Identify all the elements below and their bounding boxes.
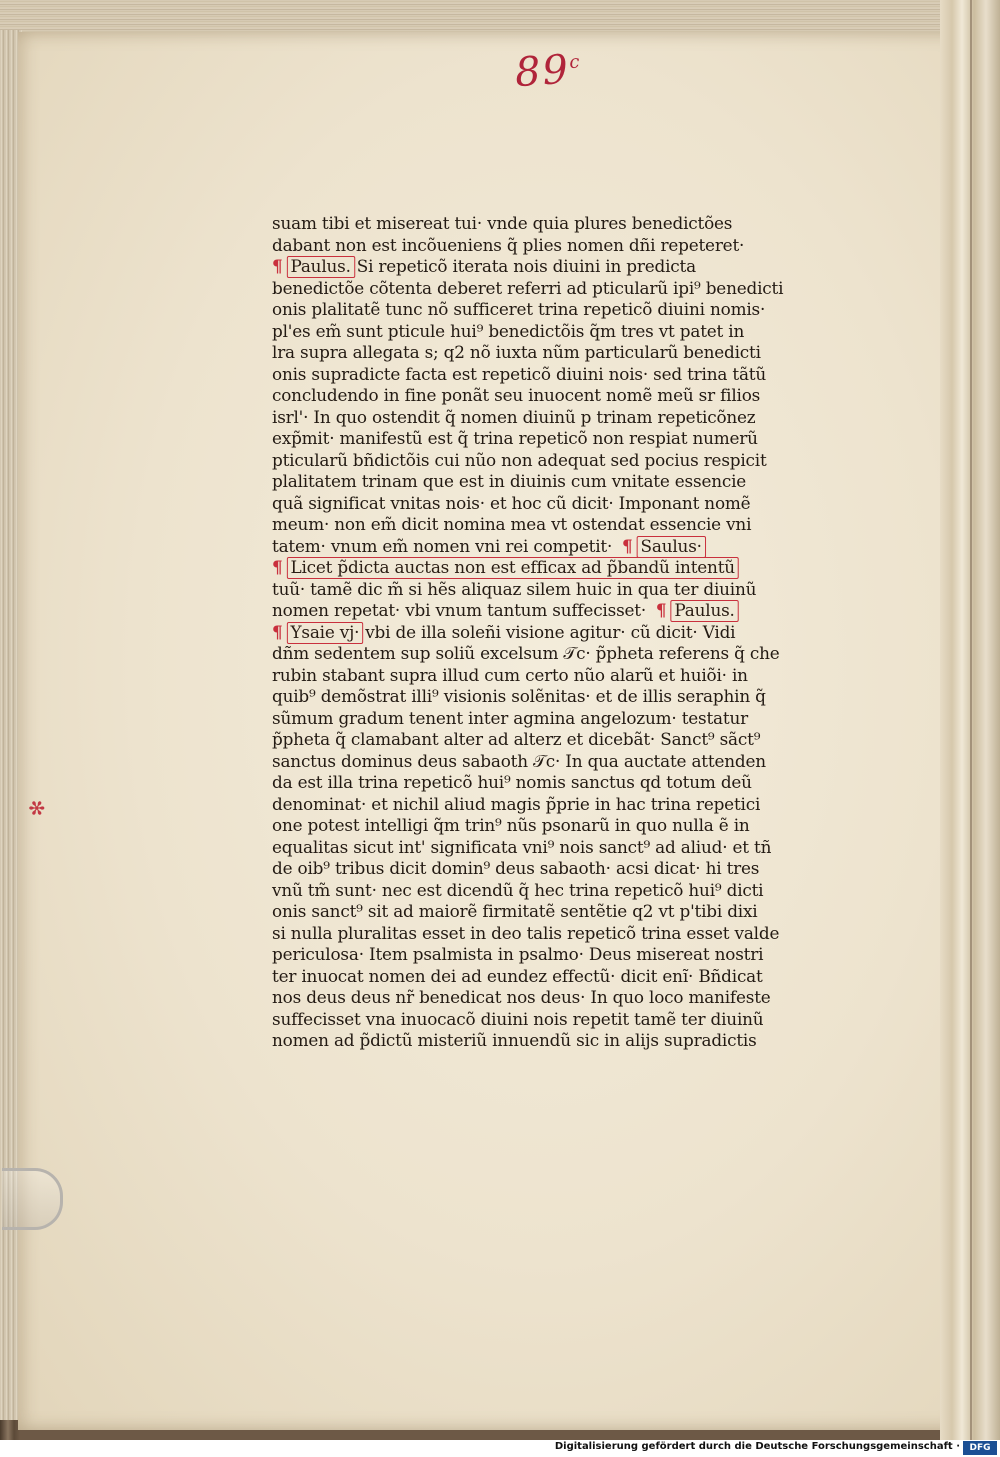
- margin-mark: ✻: [24, 799, 49, 817]
- line-text: exp̃mit· manifestũ est q̃ trina repeticõ non respiat numerũ: [272, 429, 758, 449]
- rubric-label: Licet p̃dicta auctas non est efficax ad p̃bandũ intentũ: [286, 557, 738, 579]
- line-text: equalitas sicut int' significata vni⁹ nois sanct⁹ ad aliud· et tñ: [272, 837, 772, 858]
- text-line: [272, 236, 817, 258]
- line-text: pticularũ bñdictõis cui nũo non adequat sed pocius respicit: [272, 450, 767, 471]
- text-line: [272, 730, 817, 752]
- text-line: [272, 623, 817, 645]
- text-line: [272, 322, 817, 344]
- line-text: concludendo in fine ponãt seu inuocent nomẽ meũ sr filios: [272, 386, 761, 406]
- text-line: [272, 300, 817, 322]
- pilcrow-icon: ¶: [272, 257, 283, 277]
- line-text: sanctus dominus deus sabaoth 𝒯c· In qua auctate attenden: [272, 751, 766, 772]
- text-line: [272, 279, 817, 301]
- footer-credit: Digitalisierung gefördert durch die Deutsche Forschungsgemeinschaft ·: [554, 1441, 960, 1452]
- text-line: [272, 386, 817, 408]
- line-text: sũmum gradum tenent inter agmina angelozum· testatur: [272, 708, 748, 729]
- text-line: [272, 924, 817, 946]
- text-line: [272, 214, 817, 236]
- folio-number: [513, 46, 583, 97]
- text-line: [272, 429, 817, 451]
- text-line: [272, 666, 817, 688]
- text-line: [272, 343, 817, 365]
- page-seam: [970, 0, 972, 1440]
- text-line: [272, 472, 817, 494]
- line-text: meum· non em̃ dicit nomina mea vt ostendat essencie vni: [272, 515, 752, 535]
- line-text: dabant non est incõueniens q̃ plies nomen dñi repeteret·: [272, 235, 745, 256]
- line-text: de oib⁹ tribus dicit domin⁹ deus sabaoth· acsi dicat· hi tres: [272, 859, 760, 879]
- text-line: [272, 838, 817, 860]
- line-text: quib⁹ demõstrat illi⁹ visionis solẽnitas· et de illis seraphin q̃: [272, 687, 766, 707]
- line-text: benedictõe cõtenta deberet referri ad pticularũ ipi⁹ benedicti: [272, 278, 784, 299]
- rubric-label: Paulus.: [286, 256, 354, 278]
- line-text: nomen ad p̃dictũ misteriũ innuendũ sic in alijs supradictis: [272, 1031, 757, 1051]
- line-text: pl'es em̃ sunt pticule hui⁹ benedictõis q̃m tres vt patet in: [272, 321, 745, 342]
- text-line: [272, 773, 817, 795]
- text-line: [272, 257, 817, 279]
- line-text: dñm sedentem sup soliũ excelsum 𝒯c· p̃pheta referens q̃ che: [272, 644, 780, 664]
- line-text: rubin stabant supra illud cum certo nũo alarũ et huiõi· in: [272, 665, 748, 686]
- line-text: isrl'· In quo ostendit q̃ nomen diuinũ p trinam repeticõnez: [272, 407, 756, 428]
- line-text: plalitatem trinam que est in diuinis cum vnitate essencie: [272, 472, 747, 492]
- line-text: denominat· et nichil aliud magis p̃prie in hac trina repetici: [272, 794, 761, 815]
- text-line: [272, 687, 817, 709]
- rubric-label: Saulus·: [637, 536, 706, 558]
- line-text: si nulla pluralitas esset in deo talis repeticõ trina esset valde: [272, 923, 780, 944]
- line-text: p̃pheta q̃ clamabant alter ad alterz et dicebãt· Sanct⁹ sãct⁹: [272, 730, 761, 750]
- text-line: [272, 537, 817, 559]
- text-line: [272, 945, 817, 967]
- line-text: da est illa trina repeticõ hui⁹ nomis sanctus qd totum deũ: [272, 773, 752, 793]
- line-text: vnũ tm̃ sunt· nec est dicendũ q̃ hec trina repeticõ hui⁹ dicti: [272, 880, 764, 901]
- line-text: suam tibi et misereat tui· vnde quia plures benedictões: [272, 214, 733, 234]
- pilcrow-icon: ¶: [272, 558, 283, 578]
- line-text: tatem· vnum em̃ nomen vni rei competit·: [272, 536, 613, 557]
- text-line: [272, 859, 817, 881]
- footer-bar: [0, 1440, 1000, 1457]
- text-line: [272, 795, 817, 817]
- text-line: [272, 709, 817, 731]
- line-text: one potest intelligi q̃m trin⁹ nũs psonarũ in quo nulla ẽ in: [272, 816, 750, 836]
- line-text: onis plalitatẽ tunc nõ sufficeret trina repeticõ diuini nomis·: [272, 300, 766, 320]
- line-text: vbi de illa soleñi visione agitur· cũ dicit· Vidi: [365, 622, 736, 643]
- book-top-edge: [0, 0, 1000, 36]
- line-text: ter inuocat nomen dei ad eundez effectũ· dicit enĩ· Bñdicat: [272, 966, 763, 987]
- text-line: [272, 1010, 817, 1032]
- text-line: [272, 902, 817, 924]
- pilcrow-icon: ¶: [655, 601, 667, 621]
- text-line: [272, 408, 817, 430]
- line-text: lra supra allegata s; q2 nõ iuxta nũm particularũ benedicti: [272, 343, 761, 363]
- text-line: [272, 601, 817, 623]
- text-line: [272, 967, 817, 989]
- line-text: onis supradicte facta est repeticõ diuini nois· sed trina tãtũ: [272, 364, 767, 385]
- pilcrow-icon: ¶: [272, 622, 283, 643]
- text-line: [272, 558, 817, 580]
- text-line: [272, 365, 817, 387]
- rubric-label: Paulus.: [670, 600, 738, 622]
- line-text: nos deus deus nr̃ benedicat nos deus· In quo loco manifeste: [272, 988, 771, 1008]
- text-line: [272, 881, 817, 903]
- text-line: [272, 752, 817, 774]
- text-line: [272, 494, 817, 516]
- line-text: quã significat vnitas nois· et hoc cũ dicit· Imponant nomẽ: [272, 493, 751, 514]
- text-line: [272, 580, 817, 602]
- text-line: [272, 515, 817, 537]
- dfg-logo: DFG: [963, 1441, 997, 1455]
- paper-clip-icon: [2, 1168, 63, 1230]
- rubric-label: Ysaie vj·: [286, 622, 363, 644]
- pilcrow-icon: ¶: [622, 536, 633, 557]
- line-text: periculosa· Item psalmista in psalmo· Deus misereat nostri: [272, 945, 764, 965]
- text-line: [272, 816, 817, 838]
- line-text: nomen repetat· vbi vnum tantum suffecisset·: [272, 601, 647, 621]
- line-text: suffecisset vna inuocacõ diuini nois repetit tamẽ ter diuinũ: [272, 1009, 764, 1030]
- line-text: onis sanct⁹ sit ad maiorẽ firmitatẽ sentẽtie q2 vt p'tibi dixi: [272, 902, 758, 922]
- text-line: [272, 988, 817, 1010]
- folio-number-suffix: c: [568, 51, 583, 74]
- line-text: tuũ· tamẽ dic m̃ si hẽs aliquaz silem huic in qua ter diuinũ: [272, 579, 757, 600]
- text-line: [272, 451, 817, 473]
- right-page-edge: [940, 0, 1000, 1440]
- line-text: Si repeticõ iterata nois diuini in predicta: [356, 257, 696, 277]
- text-block: [272, 214, 822, 1053]
- text-line: [272, 1031, 817, 1053]
- folio-number-main: 89: [513, 46, 572, 97]
- text-line: [272, 644, 817, 666]
